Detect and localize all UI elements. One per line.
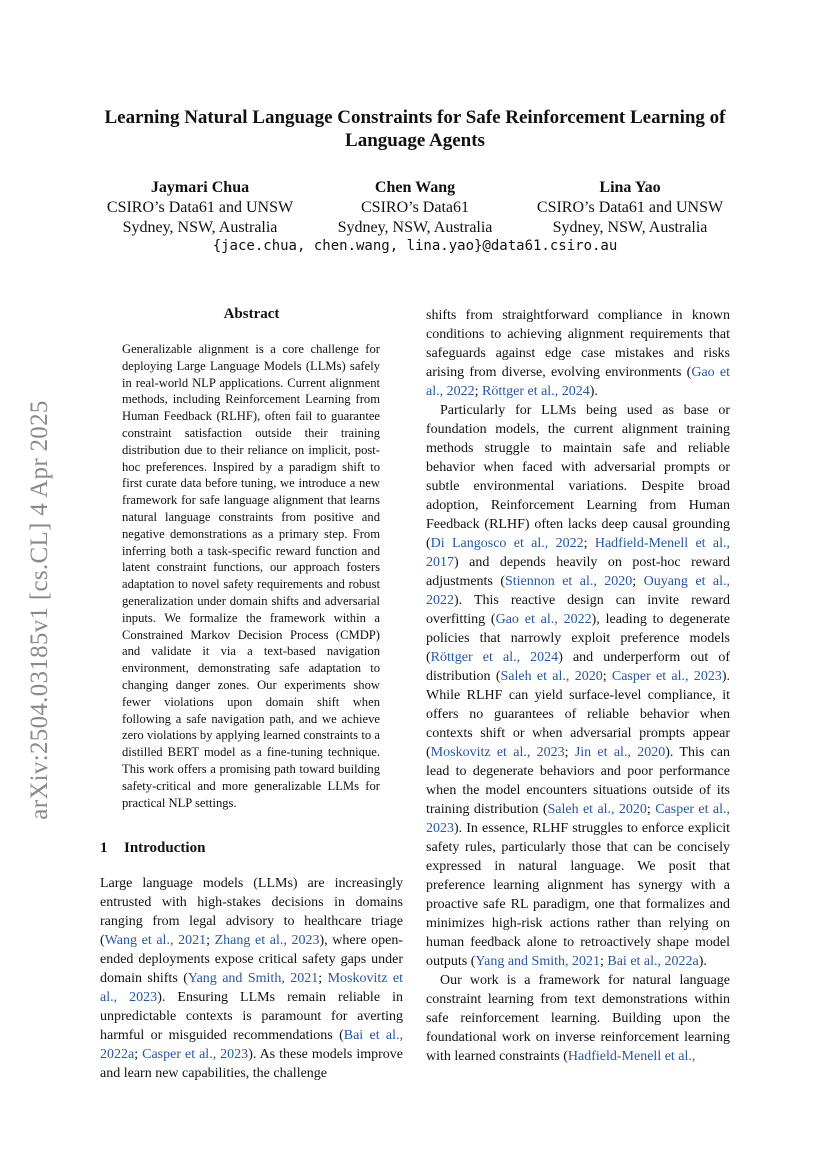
citation-link[interactable]: Casper et al., 2023 <box>611 669 722 684</box>
author-3 <box>525 178 735 238</box>
citation-link[interactable]: Casper et al., 2023 <box>426 802 731 836</box>
author-name: Chen Wang <box>374 179 456 196</box>
right-column-body <box>426 306 730 1066</box>
citation-link[interactable]: Saleh et al., 2020 <box>547 802 647 817</box>
citation-link[interactable]: Zhang et al., 2023 <box>214 933 320 948</box>
citation-link[interactable]: Jin et al., 2020 <box>574 745 666 760</box>
intro-paragraph-1-end: shifts from straightforward compliance in known conditions to achieving alignment requirements that safeguards against edge case mistakes and risks arising from diverse, evolving environments (Gao et al., 2022; Röttger et al., 2024). <box>426 308 730 399</box>
author-1 <box>95 178 305 238</box>
citation-link[interactable]: Röttger et al., 2024 <box>430 650 559 665</box>
left-column-body <box>100 874 403 1083</box>
citation-link[interactable]: Di Langosco et al., 2022 <box>430 536 584 551</box>
citation-link[interactable]: Bai et al., 2022a <box>100 1028 403 1062</box>
citation-link[interactable]: Gao et al., 2022 <box>495 612 592 627</box>
author-location: Sydney, NSW, Australia <box>552 219 708 236</box>
citation-link[interactable]: Röttger et al., 2024 <box>482 384 590 399</box>
intro-paragraph-3: Our work is a framework for natural language constraint learning from text demonstrations within safe reinforcement learning. Building upon the foundational work on inverse reinforcement learning with learned constraints (Hadfield-Menell et al., <box>426 973 730 1064</box>
citation-link[interactable]: Casper et al., 2023 <box>142 1047 249 1062</box>
abstract-heading: Abstract <box>223 306 280 322</box>
citation-link[interactable]: Hadfield-Menell et al., 2017 <box>426 536 730 570</box>
section-number: 1 <box>100 840 108 856</box>
citation-link[interactable]: Saleh et al., 2020 <box>500 669 603 684</box>
abstract-text: Generalizable alignment is a core challenge for deploying Large Language Models (LLMs) safely in real-world NLP applications. Current alignment methods, including Reinforcement Learning from Human Feedback (RLHF), often fail to guarantee constraint satisfaction outside their training distribution due to their reliance on implicit, post-hoc preferences. Inspired by a paradigm shift to first curate data before tuning, we introduce a new framework for safe language alignment that learns natural language constraints from positive and negative demonstrations as a primary step. From inferring both a task-specific reward function and latent constraint functions, our approach fosters adaptation to novel safety requirements and robust generalization under domain shifts and adversarial inputs. We formalize the framework within a Constrained Markov Decision Process (CMDP) and validate it via a text-based navigation environment, demonstrating safe adaptation to changing danger zones. Our experiments show fewer violations upon domain shift when following a safe navigation path, and we achieve zero violations by applying learned constraints to a distilled BERT model as a fine-tuning technique. This work offers a promising path toward building safety-critical and more generalizable LLMs for practical NLP settings. <box>122 342 380 810</box>
paper-title: Learning Natural Language Constraints for Safe Reinforcement Learning of Language Agents <box>104 107 726 151</box>
citation-link[interactable]: Stiennon et al., 2020 <box>504 574 633 589</box>
author-emails: {jace.chua, chen.wang, lina.yao}@data61.csiro.au <box>212 238 618 254</box>
author-name: Lina Yao <box>599 179 661 196</box>
citation-link[interactable]: Hadfield-Menell et al., <box>567 1049 696 1064</box>
author-location: Sydney, NSW, Australia <box>337 219 493 236</box>
citation-link[interactable]: Bai et al., 2022a <box>607 954 699 969</box>
citation-link[interactable]: Gao et al., 2022 <box>426 365 730 399</box>
intro-paragraph-1-start: Large language models (LLMs) are increasingly entrusted with high-stakes decisions in domains ranging from legal advisory to healthcare triage (Wang et al., 2021; Zhang et al., 2023), where open-ended deployments expose critical safety gaps under domain shifts (Yang and Smith, 2021; Moskovitz et al., 2023). Ensuring LLMs remain reliable in unpredictable contexts is paramount for averting harmful or misguided recommendations (Bai et al., 2022a; Casper et al., 2023). As these models improve and learn new capabilities, the challenge <box>100 876 404 1081</box>
citation-link[interactable]: Moskovitz et al., 2023 <box>430 745 565 760</box>
author-location: Sydney, NSW, Australia <box>122 219 278 236</box>
author-affiliation: CSIRO’s Data61 <box>361 199 469 216</box>
author-name: Jaymari Chua <box>150 179 250 196</box>
author-2 <box>310 178 520 238</box>
citation-link[interactable]: Moskovitz et al., 2023 <box>100 971 404 1005</box>
arxiv-id-text: arXiv:2504.03185v1 [cs.CL] 4 Apr 2025 <box>26 400 53 820</box>
citation-link[interactable]: Yang and Smith, 2021 <box>475 954 600 969</box>
section-heading-introduction <box>100 840 403 857</box>
citation-link[interactable]: Ouyang et al., 2022 <box>426 574 731 608</box>
section-title: Introduction <box>124 840 206 856</box>
citation-link[interactable]: Wang et al., 2021 <box>104 933 207 948</box>
intro-paragraph-2: Particularly for LLMs being used as base or foundation models, the current alignment training methods struggle to maintain safe and reliable behavior when faced with adversarial prompts or subtle environmental variations. Despite broad adoption, Reinforcement Learning from Human Feedback (RLHF) often lacks deep causal grounding (Di Langosco et al., 2022; Hadfield-Menell et al., 2017) and depends heavily on post-hoc reward adjustments (Stiennon et al., 2020; Ouyang et al., 2022). This reactive design can invite reward overfitting (Gao et al., 2022), leading to degenerate policies that narrowly exploit preference models (Röttger et al., 2024) and underperform out of distribution (Saleh et al., 2020; Casper et al., 2023). While RLHF can yield surface-level compliance, it offers no guarantees of reliable behavior when contexts shift or when adversarial prompts appear (Moskovitz et al., 2023; Jin et al., 2020). This can lead to degenerate behaviors and poor performance when the model encounters situations outside of its training distribution (Saleh et al., 2020; Casper et al., 2023). In essence, RLHF struggles to enforce explicit safety rules, particularly those that can be concisely expressed in natural language. We posit that preference learning alignment has synergy with a proactive safe RL paradigm, one that formalizes and minimizes high-risk actions rather than relying on human feedback alone to retroactively shape model outputs (Yang and Smith, 2021; Bai et al., 2022a). <box>426 403 731 969</box>
citation-link[interactable]: Yang and Smith, 2021 <box>187 971 319 986</box>
arxiv-identifier-stamp <box>20 380 60 840</box>
author-affiliation: CSIRO’s Data61 and UNSW <box>536 199 724 216</box>
author-affiliation: CSIRO’s Data61 and UNSW <box>106 199 294 216</box>
